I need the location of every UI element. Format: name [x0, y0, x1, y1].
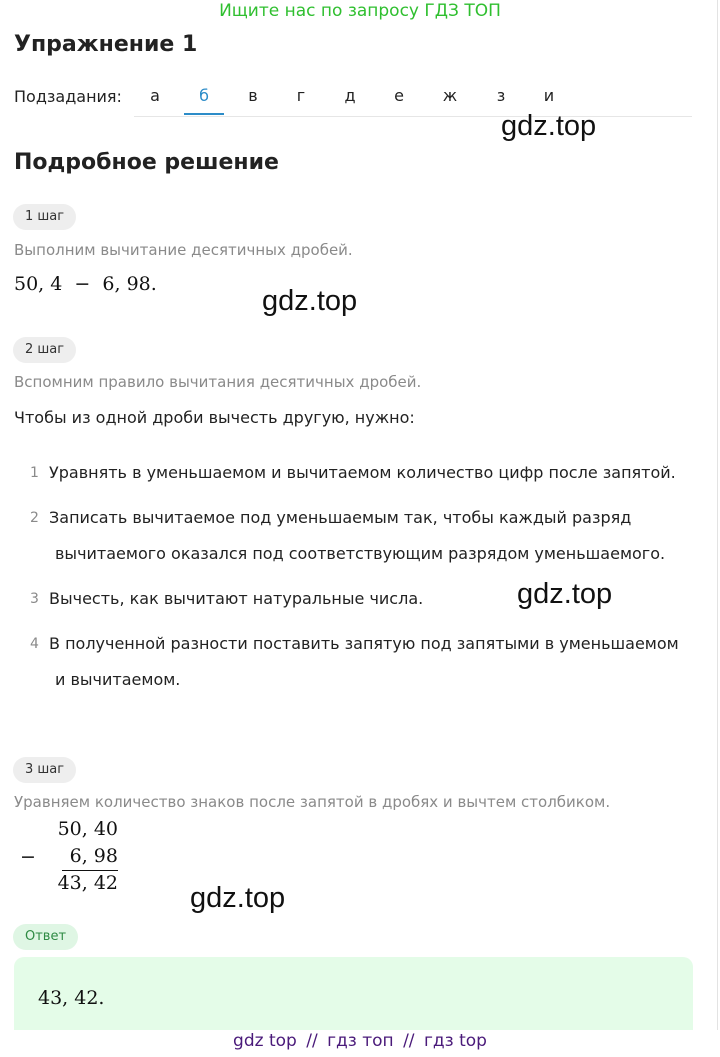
watermark: gdz.top	[517, 578, 613, 610]
right-divider	[717, 0, 718, 1030]
tab-zh[interactable]: ж	[442, 86, 458, 105]
tab-b[interactable]: б	[184, 80, 224, 115]
answer-value: 43, 42.	[38, 987, 105, 1009]
step-badge: 1 шаг	[13, 204, 76, 230]
step-badge: 2 шаг	[13, 337, 76, 363]
footer	[0, 1031, 720, 1051]
footer-link[interactable]: gdz top	[233, 1031, 297, 1051]
footer-link[interactable]: гдз топ	[327, 1031, 394, 1051]
math-expression: 50, 4 − 6, 98.	[14, 273, 157, 295]
footer-link[interactable]: гдз top	[423, 1031, 487, 1051]
step-badge: 3 шаг	[13, 757, 76, 783]
footer-separator: //	[403, 1031, 415, 1051]
list-number: 2	[30, 510, 39, 526]
minuend: 50, 40	[57, 818, 118, 840]
answer-box	[14, 957, 693, 1030]
subtrahend: 6, 98	[69, 845, 118, 867]
step-caption: Вспомним правило вычитания десятичных дробей.	[14, 373, 422, 391]
tab-g[interactable]: г	[296, 86, 306, 105]
tab-i[interactable]: и	[543, 86, 555, 105]
rule-intro: Чтобы из одной дроби вычесть другую, нужно:	[14, 408, 415, 427]
watermark: gdz.top	[190, 882, 286, 914]
answer-badge: Ответ	[13, 924, 78, 950]
list-number: 1	[30, 465, 39, 481]
promo-banner: Ищите нас по запросу ГДЗ ТОП	[219, 1, 501, 21]
difference: 43, 42	[57, 872, 118, 894]
tab-d[interactable]: д	[344, 86, 356, 105]
list-number: 3	[30, 591, 39, 607]
step-caption: Уравняем количество знаков после запятой в дробях и вычтем столбиком.	[14, 793, 611, 811]
list-item-continuation: вычитаемого оказался под соответствующим разрядом уменьшаемого.	[55, 544, 666, 563]
tab-v[interactable]: в	[248, 86, 258, 105]
watermark: gdz.top	[262, 285, 358, 317]
list-item: Записать вычитаемое под уменьшаемым так, чтобы каждый разряд	[49, 508, 632, 527]
section-title: Подробное решение	[14, 150, 279, 175]
minus-sign: −	[20, 846, 36, 868]
list-item: Уравнять в уменьшаемом и вычитаемом количество цифр после запятой.	[49, 463, 676, 482]
tab-e[interactable]: е	[394, 86, 404, 105]
subtasks-tabs	[134, 80, 692, 117]
tab-a[interactable]: а	[150, 86, 160, 105]
step-caption: Выполним вычитание десятичных дробей.	[14, 241, 353, 259]
list-number: 4	[30, 636, 39, 652]
tab-z[interactable]: з	[496, 86, 506, 105]
page-title: Упражнение 1	[14, 32, 198, 57]
list-item: Вычесть, как вычитают натуральные числа.	[49, 589, 424, 608]
list-item: В полученной разности поставить запятую под запятыми в уменьшаемом	[49, 634, 679, 653]
list-item-continuation: и вычитаемом.	[55, 670, 181, 689]
column-line	[62, 870, 118, 871]
footer-separator: //	[306, 1031, 318, 1051]
column-subtraction	[18, 818, 118, 898]
watermark: gdz.top	[501, 110, 597, 142]
subtasks-label: Подзадания:	[14, 87, 122, 106]
